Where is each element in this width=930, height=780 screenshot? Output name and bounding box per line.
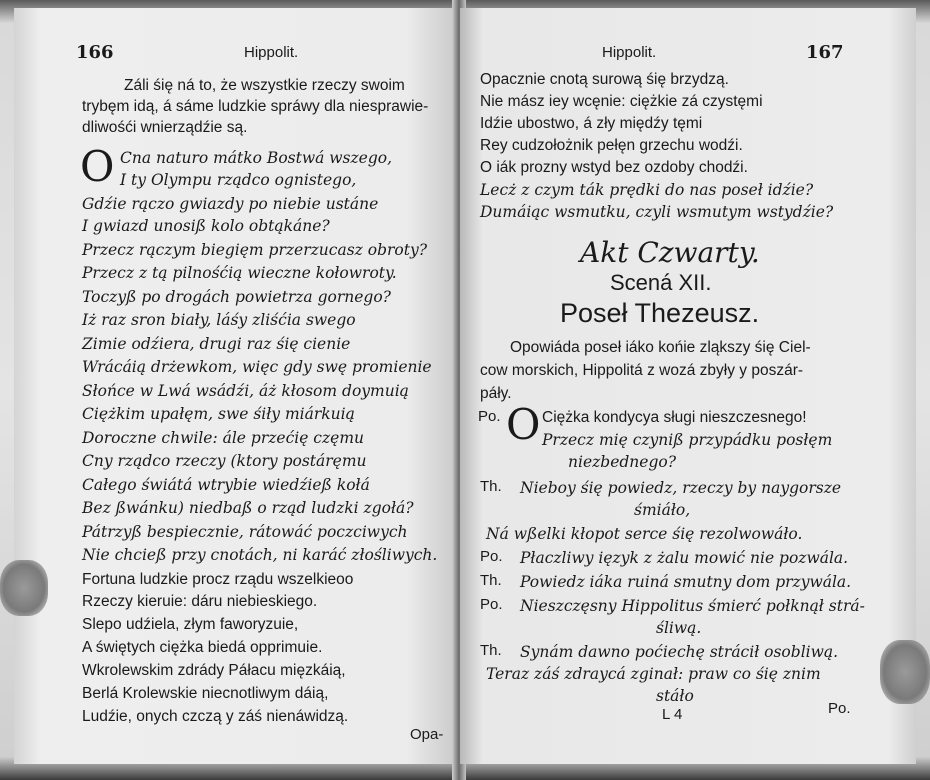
right-page <box>460 8 916 764</box>
dialogue-line: Nieboy śię powiedz, rzeczy by naygorsze <box>520 479 842 497</box>
verse-line: Przecz z tą pilnośćią wieczne kołowroty. <box>82 264 397 282</box>
dialogue-line: Ná wßelki kłopot serce śię rezolwowáło. <box>486 525 803 543</box>
verse-line: Iż raz sron biały, láśy zliśćia swego <box>82 311 356 329</box>
running-head: Hippolit. <box>602 44 657 61</box>
intro-line: Záli śię ná to, że wszystkie rzeczy swoim <box>124 77 405 94</box>
verse-line: Wrácáią drżewkom, więc gdy swę promienie <box>82 358 432 376</box>
dialogue-line: Przecz mię czyniß przypádku posłęm <box>542 431 833 449</box>
dialogue-line: stáło <box>656 687 694 705</box>
verse-line: Całego świátá wtrybie wiedźieß kołá <box>82 476 370 494</box>
left-thumb <box>0 560 48 616</box>
verse-line: Pátrzyß bespiecznie, rátowáć poczciwych <box>82 523 408 541</box>
dialogue-line: Teraz záś zdraycá zginał: praw co śię znim <box>486 665 821 683</box>
verse-line: Nie chcieß przy cnotách, ni karáć złośliwych. <box>82 546 438 564</box>
verse-line: Ludźie, onych czczą y záś nienáwidzą. <box>82 708 349 725</box>
verse-line: Przecz rączym biegięm przerzucasz obroty? <box>82 241 428 259</box>
drop-cap: O <box>506 400 541 449</box>
verse-line: Wkrolewskim zdrády Páłacu mięzkáią, <box>82 662 346 679</box>
running-head: Hippolit. <box>244 44 299 61</box>
verse-line: Berlá Krolewskie niecnotliwym dáią, <box>82 685 329 702</box>
verse-line: Gdźie rączo gwiazdy po niebie ustáne <box>82 195 379 213</box>
dialogue-line: niezbednego? <box>568 453 677 471</box>
speaker-label: Po. <box>480 548 503 565</box>
drop-cap: O <box>80 142 115 191</box>
right-thumb <box>880 640 930 704</box>
section-title: Poseł Thezeusz. <box>560 298 760 328</box>
verse-line: Opacznie cnotą surową śię brzydzą. <box>480 71 729 88</box>
dialogue-line: Płaczliwy ięzyk z żalu mowić nie pozwála. <box>520 549 849 567</box>
verse-line: I gwiazd unosiß kolo obtąkáne? <box>82 217 330 235</box>
verse-line: Doroczne chwile: ále przećię częmu <box>82 429 365 447</box>
speaker-label: Th. <box>480 478 502 495</box>
verse-line: Rey cudzołożnik pełęn grzechu wodźi. <box>480 137 743 154</box>
verse-line: Lecż z czym ták prędki do nas poseł idźie? <box>480 181 814 199</box>
verse-line: Ciężkim upałęm, swe śiły miárkuią <box>82 405 355 423</box>
argument-line: cow morskich, Hippolitá z wozá zbyły y poszár- <box>480 362 804 379</box>
dialogue-line: śliwą. <box>656 619 702 637</box>
verse-line: Słońce w Lwá wsádźi, áż kłosom doymuią <box>82 382 409 400</box>
catchword: Po. <box>828 700 851 717</box>
verse-line: A świętych ciężka biedá opprimuie. <box>82 639 323 656</box>
verse-line: Toczyß po drogách powietrza gornego? <box>82 288 391 306</box>
dialogue-line: Powiedz iáka ruiná smutny dom przywála. <box>520 573 852 591</box>
dialogue-line: Synám dawno poćiechę strácił osobliwą. <box>520 643 839 661</box>
act-title: Akt Czwarty. <box>580 236 760 269</box>
scene-title: Scená XII. <box>610 270 712 295</box>
page-number: 166 <box>76 42 114 63</box>
verse-line: Nie mász iey wcęnie: ciężkie zá czystęmi <box>480 93 763 110</box>
page-number: 167 <box>806 42 844 63</box>
speaker-label: Po. <box>478 408 501 425</box>
intro-line: dliwośći wnierządźie są. <box>82 119 248 136</box>
verse-line: Slepo udźiela, złym faworyzuie, <box>82 616 299 633</box>
intro-line: trybęm idą, á sáme ludzkie spráwy dla niesprawie- <box>82 98 429 115</box>
verse-line: I ty Olympu rządco ognistego, <box>120 171 357 189</box>
signature-mark: L 4 <box>662 706 683 723</box>
verse-line: Idźie ubostwo, á zły międźy tęmi <box>480 115 703 132</box>
verse-line: Cny rządco rzeczy (ktory postáręmu <box>82 452 367 470</box>
verse-line: Fortuna ludzkie procz rządu wszelkieoo <box>82 571 354 588</box>
dialogue-line: Ciężka kondycya sługi nieszczesnego! <box>542 409 807 426</box>
speaker-label: Po. <box>480 596 503 613</box>
dialogue-line: Nieszczęsny Hippolitus śmierć połknął strá- <box>520 597 865 615</box>
verse-line: Cna naturo mátko Bostwá wszego, <box>120 149 393 167</box>
verse-line: Dumáiąc wsmutku, czyli wsmutym wstydźie? <box>480 203 834 221</box>
verse-line: Zimie odźiera, drugi raz śię cienie <box>82 335 351 353</box>
verse-line: O iák prozny wstyd bez ozdoby chodźi. <box>480 159 748 176</box>
verse-line: Rzeczy kieruie: dáru niebieskiego. <box>82 593 318 610</box>
speaker-label: Th. <box>480 572 502 589</box>
speaker-label: Th. <box>480 642 502 659</box>
argument-line: Opowiáda poseł iáko końie zląkszy śię Ciel- <box>510 339 811 356</box>
dialogue-line: śmiáło, <box>634 501 691 519</box>
verse-line: Bez ßwánku) niedbaß o rząd ludzki zgołá? <box>82 499 414 517</box>
catchword: Opa- <box>410 726 444 743</box>
argument-line: páły. <box>480 385 512 402</box>
left-page <box>14 8 460 764</box>
